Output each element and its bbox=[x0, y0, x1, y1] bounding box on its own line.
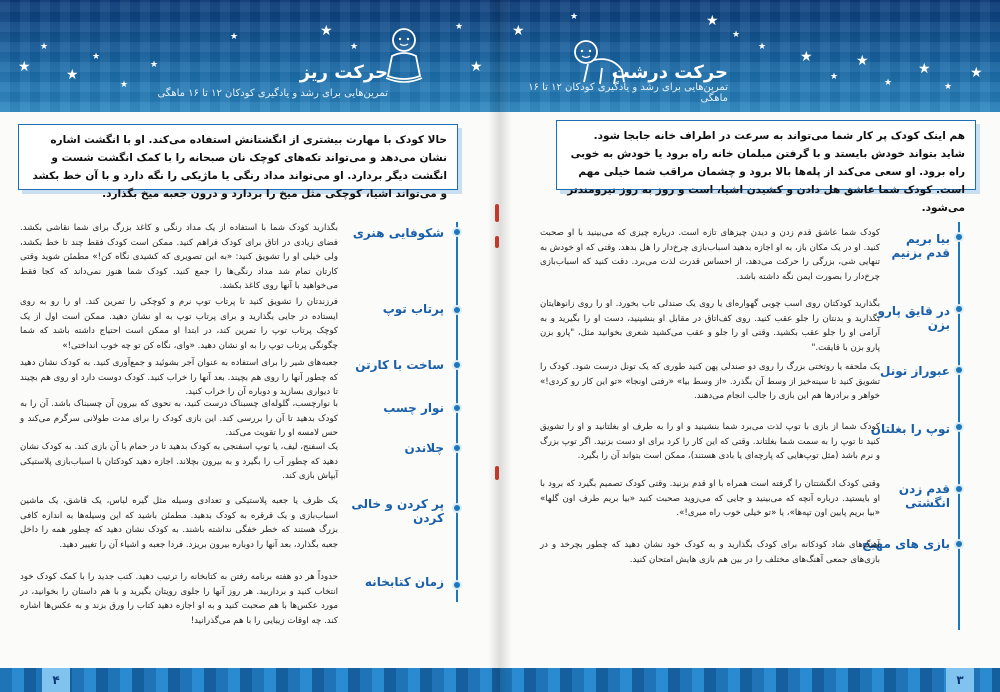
star-icon: ★ bbox=[856, 53, 869, 69]
activity-text: فرزندتان را تشویق کنید تا پرتاب توپ نرم و کوچکی را تمرین کند. او را رو به روی ایستاده در جایی بگذارید و برای پرتاب توپ به او نشان دهید. ممکن است اول از یک کوچک پرتاب توپ را تمرین کند، در ابتدا او ممکن است احتیاج داشته باشد که شما چگونگی پرتاب توپ را به او نشان دهید. «وای، نگاه کن تو چه خوب انداختی!» bbox=[20, 297, 338, 351]
left-page-subtitle: تمرین‌هایی برای رشد و یادگیری کودکان ۱۲ تا ۱۶ ماهگی bbox=[157, 88, 388, 99]
star-icon: ★ bbox=[570, 12, 579, 22]
timeline-dot bbox=[954, 422, 964, 432]
timeline-dot bbox=[954, 484, 964, 494]
activity-text: وقتی کودک انگشتتان را گرفته است همراه با او قدم بزنید. وقتی کودک تصمیم بگیرد که برود با او بایستید. درباره آنچه که می‌بینید و جایی که می‌روید صحبت کنید «بیا بریم طرف اون گلها» «بیا بریم پایین اون تپه‌ها»، یا «تو خیلی خوب راه میری!». bbox=[540, 479, 880, 519]
left-intro-box: حالا کودک با مهارت بیشتری از انگشتانش استفاده می‌کند. او با انگشت اشاره نشان می‌دهد و می‌تواند تکه‌های کوچک نان صبحانه را با کمک انگشت شست و انگشت دیگر بردارد. او می‌تواند مداد رنگی یا ماژیکی را نگه دارد و با آن خط بکشد و می‌تواند اشیا، کوچکی مثل میخ را بردارد و درون جعبه میخ بگذارد. bbox=[18, 124, 458, 190]
activity-label: عبوراز تونل bbox=[880, 364, 950, 378]
star-icon: ★ bbox=[732, 30, 741, 40]
activity-text: کودک شما از بازی با توپ لذت می‌برد شما بنشینید و او را به طرف او بغلتانید و او را تشویق کنید تا توپ را به سمت شما بغلتاند. وقتی که این کار را کرد برای او دست بزنید. اگر توپ بزرگ و نرم باشد (مثل توپ‌هایی که پارچه‌ای یا بادی هستند)، ممکن است بتواند آن را بگیرد. bbox=[540, 422, 880, 462]
star-icon: ★ bbox=[18, 59, 31, 75]
right-footer bbox=[500, 668, 1000, 692]
star-icon: ★ bbox=[758, 42, 767, 52]
right-page-title: حرکت درشت bbox=[611, 62, 728, 83]
star-icon: ★ bbox=[512, 23, 525, 39]
timeline-dot bbox=[954, 365, 964, 375]
star-icon: ★ bbox=[455, 22, 464, 32]
timeline-dot bbox=[954, 539, 964, 549]
activity-text: یک اسفنج، لیف، یا توپ اسفنجی به کودک بدهید تا در حمام با آن بازی کند. به کودک نشان دهید که چطور آب را بگیرد و به بیرون بچلاند. اجازه دهید کودکتان با اسباب‌بازی پلاستیکی آبپاش بازی کند. bbox=[20, 442, 338, 482]
right-page bbox=[500, 0, 1000, 692]
star-icon: ★ bbox=[230, 32, 239, 42]
page-number: ۴ bbox=[42, 668, 70, 692]
star-icon: ★ bbox=[350, 42, 359, 52]
star-icon: ★ bbox=[944, 82, 953, 92]
star-icon: ★ bbox=[800, 49, 813, 65]
activity-text: آهنگ‌های شاد کودکانه برای کودک بگذارید و به کودک خود نشان دهید که چطور بچرخد و در بازی‌های جمعی آهنگ‌های مختلف را در بین هم بازی هایش امتحان کنید. bbox=[540, 540, 880, 565]
right-intro-box: هم اینک کودک پر کار شما می‌تواند به سرعت در اطراف خانه جابجا شود. شاید بتواند خودش بایستد و با گرفتن مبلمان خانه راه برود یا خودش به خوبی راه برود. او سعی می‌کند از پله‌ها بالا برود و چشمان مراقب شما خیلی مهم است. کودک شما عاشق هل دادن و کشیدن اشیا، است و روز به روز نیرومندتر می‌شود. bbox=[556, 120, 976, 190]
activity-text: کودک شما عاشق قدم زدن و دیدن چیزهای تازه است. درباره چیزی که می‌بینید با او صحبت کنید. او در یک مکان باز، به او اجازه بدهید اسباب‌بازی چرخ‌دار را هل بدهد. وقتی که او خودش به تنهایی شی، بزرگی را حرکت می‌دهد، از احساس قدرت لذت می‌برد. دقت کنید که اسباب‌بازی چرخ‌دار را بصورت ایمن نگه داشته باشد. bbox=[540, 228, 880, 282]
star-icon: ★ bbox=[66, 67, 79, 83]
activity-label: زمان کتابخانه bbox=[364, 575, 444, 589]
timeline-dot bbox=[452, 305, 462, 315]
timeline-dot bbox=[452, 580, 462, 590]
right-header bbox=[500, 0, 1000, 112]
activity-label: بیا بریم قدم بزنیم bbox=[891, 232, 950, 260]
activity-label: پرتاب توپ bbox=[382, 302, 444, 316]
star-icon: ★ bbox=[706, 13, 719, 29]
star-icon: ★ bbox=[40, 42, 49, 52]
activity-label: قدم زدن انگشتی bbox=[898, 482, 950, 510]
star-icon: ★ bbox=[830, 72, 839, 82]
binding-mark bbox=[495, 236, 499, 248]
binding-mark bbox=[495, 466, 499, 480]
activity-text: با نوارچسب، گلوله‌ای چسبناک درست کنید، به نحوی که بیرون آن چسبناک باشد. آن را به کودک بدهید تا آن را بررسی کند. این بازی کودک را برای مدت طولانی سرگرم می‌کند و حس لامسه او را تقویت می‌کند. bbox=[20, 399, 338, 439]
right-page-subtitle: تمرین‌هایی برای رشد و یادگیری کودکان ۱۲ تا ۱۶ ماهگی bbox=[528, 82, 728, 104]
activity-label: توپ را بغلتان bbox=[870, 422, 950, 436]
activity-text: یک ملحفه یا روتختی بزرگ را روی دو صندلی پهن کنید طوری که یک تونل درست شود. کودک را تشویق کنید تا سینه‌خیز از وسط آن بگذرد. «از وسط بیا» «رفتی اونجا» «تو این کار رو کردی!» خواهر و برادرها هم این بازی را جالب انجام می‌دهند. bbox=[540, 362, 880, 402]
left-footer bbox=[0, 668, 500, 692]
activity-text: حدوداً هر دو هفته برنامه رفتن به کتابخانه را ترتیب دهید. کتب جدید را با کمک کودک خود انتخاب کنید و برداربید. هر روز آنها را جلوی رویتان بگیرید و با هم داستان را بخوانید، در مورد عکس‌ها با هم صحبت کنید و به او اجازه دهید کتاب را ورق بزند و به عکس‌ها اشاره کند. چه اوقات زیبایی را با هم می‌گذرانید! bbox=[20, 572, 338, 626]
activity-label: نوار چسب bbox=[383, 401, 444, 415]
timeline-dot bbox=[452, 360, 462, 370]
timeline-dot bbox=[452, 403, 462, 413]
star-icon: ★ bbox=[150, 60, 159, 70]
timeline-dot bbox=[954, 304, 964, 314]
activity-label: چلاندن bbox=[404, 441, 444, 455]
activity-text: جعبه‌های شیر را برای استفاده به عنوان آجر بشوئید و جمع‌آوری کنید. به کودک نشان دهید که چطور آنها را روی هم بچیند. بعد آنها را خراب کنید. کودک دوست دارد او روی هم بچیند تا دیواری بسازید و دوباره آن را خراب کنید. bbox=[20, 358, 338, 398]
activity-label: در قایق پارو بزن bbox=[877, 304, 950, 332]
star-icon: ★ bbox=[970, 65, 983, 81]
page-number: ۳ bbox=[946, 668, 974, 692]
star-icon: ★ bbox=[320, 23, 333, 39]
activity-label: شکوفایی هنری bbox=[352, 226, 444, 240]
activity-label: ساخت با کارتن bbox=[355, 358, 444, 372]
star-icon: ★ bbox=[884, 78, 893, 88]
binding-mark bbox=[495, 204, 499, 222]
timeline-dot bbox=[452, 227, 462, 237]
timeline-dot bbox=[452, 443, 462, 453]
activity-text: بگذارید کودکتان روی اسب چوبی گهواره‌ای یا روی یک صندلی تاب بخورد. او را روی زانوهایتان بگذارید و بدنتان را جلو عقب کنید. روی کف‌اتاق در مقابل او بنشینید، دست او را بگیرید و به آرامی او را جلو عقب بکشید. وقتی او را جلو و عقب می‌کشید شعری بخوانید مثل، "پارو بزن پارو بزن با قایقت." bbox=[540, 299, 880, 353]
left-header bbox=[0, 0, 500, 112]
activity-label: بازی های مهیج bbox=[862, 537, 950, 551]
star-icon: ★ bbox=[120, 80, 129, 90]
timeline-dot bbox=[452, 503, 462, 513]
star-icon: ★ bbox=[470, 59, 483, 75]
star-icon: ★ bbox=[92, 52, 101, 62]
left-page-title: حرکت ریز bbox=[299, 62, 388, 83]
star-icon: ★ bbox=[918, 61, 931, 77]
timeline-dot bbox=[954, 232, 964, 242]
activity-text: یک ظرف یا جعبه پلاستیکی و تعدادی وسیله مثل گیره لباس، یک قاشق، یک ماشین اسباب‌بازی و یک قرقره به کودک بدهید. مطمئن باشید که این وسیله‌ها به اندازه کافی بزرگ هستند که خطر خفگی نداشته باشند. به کودک نشان دهید که چطور همه را داخل جعبه بگذارد، بعد آنها را دوباره بیرون بریزد. فردا جعبه و اشیاء آن را تغییر دهید. bbox=[20, 496, 338, 550]
activity-label: پر کردن و خالی کردن bbox=[351, 497, 444, 525]
book-gutter bbox=[488, 0, 512, 692]
activity-text: بگذارید کودک شما با استفاده از یک مداد رنگی و کاغذ بزرگ برای شما نقاشی بکشد. فضای زیادی در اتاق برای کودک فراهم کنید. ممکن است کودک فقط چند تا خط بکشد، ولی خیلی او را تشویق کنید: «به این تصویری که کشیدی نگاه کن!» مطمئن شوید وقتی کارتان تمام شد مداد رنگی‌ها را جمع کنید. کودک شما هنوز نمی‌داند که کجا فقط می‌خواهید با آنها روی کاغذ بکشد. bbox=[20, 223, 338, 292]
